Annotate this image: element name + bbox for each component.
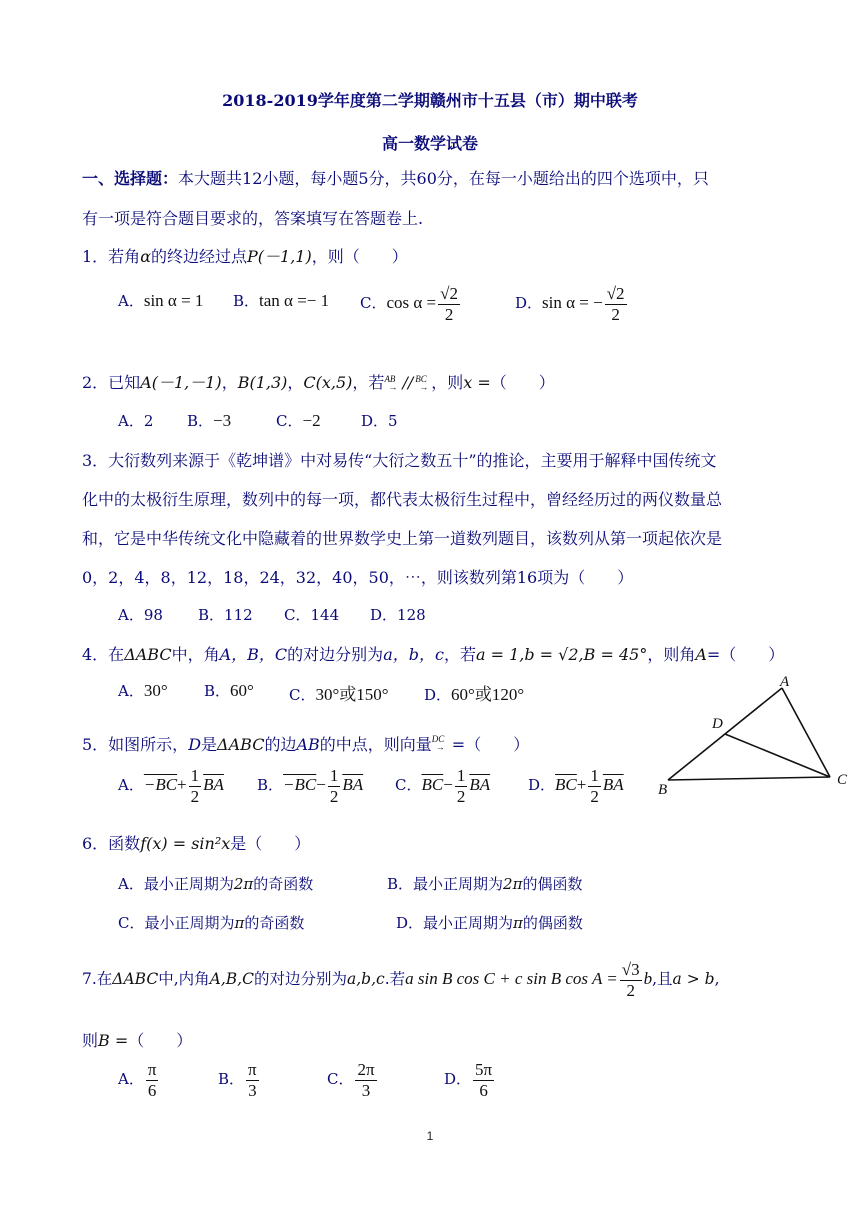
q5-stem-text2: 是 [201,735,218,754]
q7-stem-text2: 中,内角 [158,970,210,989]
q1-option-b-expr: tan α =− 1 [259,291,330,310]
q1-stem [82,244,408,267]
q4-sides: a，b，c [383,645,444,664]
q4-option-b [204,680,254,701]
q2-stem [82,370,555,393]
q3-option-c: C．144 [284,606,340,624]
vector-arrow-icon: → [419,382,429,392]
option-label: D． [444,1070,472,1089]
q5-option-a [118,766,224,806]
segment-dc [725,734,830,777]
vector-ba: $\overline{BA}$ [469,775,491,795]
q4-option-c [289,680,389,705]
q4-stem-text2: 中，角 [171,645,220,664]
option-label: C． [360,294,387,313]
denominator: 3 [248,1080,257,1100]
denominator: 2 [456,786,466,806]
q2-stem-text2: ，若 [352,373,385,392]
half-fraction [588,766,601,806]
q6-stem-text2: 是（ ） [230,834,311,853]
q1-stem-text3: ，则（ ） [311,247,408,266]
q6-option-c [118,912,304,933]
numerator: 1 [190,766,200,785]
vertex-label-c: C [837,772,848,788]
vector-ba: $\overline{BA}$ [342,775,364,795]
option-text: 的偶函数 [522,875,583,893]
period: 2π [503,875,523,893]
vertex-label-a: A [780,674,790,690]
option-label: B． [204,682,231,700]
denominator: 6 [479,1080,488,1100]
q5-stem-text: 5．如图所示， [82,735,189,754]
q1-option-c-fraction [438,284,460,324]
option-text: B．最小正周期为 [387,875,504,893]
denominator: 2 [590,786,599,806]
q2-option-a: A．2 [118,412,154,430]
option-label: C． [327,1070,354,1089]
denominator: 2 [626,980,635,1000]
q4-option-d [424,680,524,705]
q7-option-c [327,1060,379,1100]
q4-triangle: ΔABC [124,645,172,664]
q3-line-3: 和，它是中华传统文化中隐藏着的世界数学史上第一道数列题目，该数列从第一项起依次是 [82,529,723,548]
option-label: A． [118,1070,144,1089]
q3-line-4: 0，2，4，8，12，18，24，32，40，50，⋯，则该数列第16项为（ ） [82,568,634,587]
q7-stem-line2 [82,1028,192,1051]
q7-angles: A,B,C [209,970,254,989]
q2-option-b [187,410,231,431]
q5-stem-text5: =（ ） [451,735,530,754]
q1-option-d-fraction [605,284,627,324]
vector-bc: −BC [143,775,178,795]
q2-stem-text4: （ ） [490,373,555,392]
vertex-label-b: B [658,782,668,798]
q7-stem-text8: （ ） [128,1031,193,1050]
option-text: A．最小正周期为 [118,875,234,893]
q5-option-d [528,766,624,806]
q4-angles: A，B，C [219,645,288,664]
q4-option-d-value: 60°或120° [451,685,525,704]
q2-point-a: A(－1,－1) [140,373,222,392]
option-label: A． [118,682,144,700]
q5-triangle: ΔABC [217,735,265,754]
q6-option-a [118,873,313,894]
q7-stem-text5: ,且 [652,970,673,989]
q2-option-c [276,410,321,431]
option-label: A． [118,776,144,795]
q3-line-2: 化中的太极衍生原理，数列中的每一项，都代表太极衍生过程中，曾经经历过的两仪数量总 [82,490,723,509]
q5-side-ab: AB [296,735,320,754]
q4-stem [82,642,784,665]
q7-sides: a,b,c [347,970,385,989]
vector-bc: −BC [283,775,317,795]
q7-stem-text4: .若 [384,970,406,989]
q4-stem-text6: =（ ） [706,645,785,664]
operator: + [177,775,187,795]
separator: ， [221,373,238,392]
vector-ba: $\overline{BA}$ [602,775,624,795]
vector-label: AB [384,374,396,384]
q4-stem-text: 4．在 [82,645,125,664]
option-label: D． [528,776,556,795]
q2-option-b-value: −3 [213,411,232,430]
q4-condition: a = 1,b = √2,B = 45° [475,645,648,664]
vector-arrow-icon: → [388,382,398,392]
q1-stem-text: 1．若角 [82,247,141,266]
vector-bc: $\overline{BC}$ [421,775,444,795]
half-fraction [189,766,202,806]
q2-stem-text3: ，则 [431,373,464,392]
exam-subtitle: 高一数学试卷 [381,134,478,153]
q7-option-b [218,1060,261,1100]
q2-stem-text: 2．已知 [82,373,141,392]
q4-option-c-value: 30°或150° [315,685,389,704]
q5-option-b [257,766,363,806]
denominator: 2 [190,786,200,806]
option-label: B． [233,292,260,310]
option-label: C． [289,686,316,704]
q7-stem [82,960,720,1000]
option-label: B． [187,412,214,430]
q2-point-b: B(1,3) [237,373,288,392]
q7-b: b [643,969,653,989]
operator: − [316,775,326,795]
q4-stem-text5: ，则角 [647,645,696,664]
vector-bc: $\overline{BC}$ [555,775,577,795]
parallel-symbol: // [402,373,414,392]
option-label: B． [257,776,284,795]
option-text: D．最小正周期为 [396,914,514,932]
q6-stem [82,831,310,854]
q1-point: P(－1,1) [247,247,312,266]
period: π [234,914,245,932]
denominator: 2 [611,304,620,324]
exam-title: 2018-2019学年度第二学期赣州市十五县（市）期中联考 [222,91,638,110]
q6-option-b [387,873,582,894]
denominator: 2 [329,786,339,806]
q4-option-a [118,680,168,701]
q4-stem-text4: ，若 [443,645,476,664]
section-heading-line [82,166,709,189]
q4-angle-a: A [695,645,707,664]
numerator: 5π [475,1060,493,1079]
q5-option-c [395,766,490,806]
numerator: √2 [440,284,458,303]
option-text: 的奇函数 [244,914,305,932]
operator: + [576,775,587,795]
q7-expression: a sin B cos C + c sin B cos A = [405,969,618,989]
q3-option-a: A．98 [118,606,163,624]
q7-triangle: ΔABC [112,970,159,989]
q4-option-b-value: 60° [230,681,254,700]
q7-stem-text: 7.在 [82,970,113,989]
q7-stem-text6: , [714,970,720,989]
q6-function: f(x) = sin²x [140,834,231,853]
vector-label: DC [431,734,445,744]
q2-option-c-value: −2 [302,411,321,430]
q7-b-var: B = [98,1031,129,1050]
option-label: C． [395,776,422,795]
half-fraction [455,766,468,806]
vector-ba: $\overline{BA}$ [203,775,224,795]
numerator: 1 [590,766,599,785]
side-ac [782,688,830,777]
option-text: C．最小正周期为 [118,914,235,932]
q2-option-d: D．5 [361,412,398,430]
separator: ， [287,373,304,392]
half-fraction [328,766,341,806]
q7-condition: a > b [672,970,715,989]
q1-option-c [360,284,462,324]
q1-option-c-expr: cos α = [386,293,437,313]
option-label: D． [424,686,452,704]
q2-x-var: x = [463,373,491,392]
period: π [513,914,523,932]
numerator: π [147,1060,157,1079]
denominator: 6 [147,1080,157,1100]
operator: − [443,775,453,795]
q1-option-d [515,284,629,324]
q3-option-d: D．128 [370,606,426,624]
q3-option-b: B．112 [198,606,253,624]
q5-stem [82,732,529,755]
q7-stem-text7: 则 [82,1031,99,1050]
q5-stem-text4: 的中点，则向量 [319,735,432,754]
numerator: √3 [621,960,640,979]
point-label-d: D [712,716,723,732]
vector-label: BC [415,374,427,384]
option-text: 的奇函数 [253,875,314,893]
q5-stem-text3: 的边 [264,735,297,754]
q1-option-a [118,290,203,311]
q1-stem-text2: 的终边经过点 [151,247,248,266]
q1-alpha: α [140,247,151,266]
q6-stem-text: 6．函数 [82,834,141,853]
q5-triangle-figure [650,670,860,800]
vector-arrow-icon: → [435,742,445,752]
q1-option-d-expr: sin α = − [542,293,603,313]
numerator: 1 [329,766,339,785]
q7-stem-text3: 的对边分别为 [253,970,347,989]
option-label: D． [515,294,543,313]
q3-line-1: 3．大衍数列来源于《乾坤谱》中对易传“大衍之数五十”的推论，主要用于解释中国传统文 [82,451,717,470]
q4-option-a-value: 30° [143,681,168,700]
denominator: 3 [361,1080,371,1100]
numerator: 1 [456,766,466,785]
option-text: 的偶函数 [522,914,583,932]
numerator: π [248,1060,257,1079]
q2-point-c: C(x,5) [303,373,353,392]
q7-option-d [444,1060,496,1100]
q7-option-a-fraction [146,1060,159,1100]
denominator: 2 [444,304,454,324]
side-bc [668,777,830,780]
q7-fraction [620,960,642,1000]
page-number: 1 [426,1129,434,1143]
q7-option-a [118,1060,160,1100]
option-label: B． [218,1070,245,1089]
q7-option-d-fraction [473,1060,494,1100]
q4-stem-text3: 的对边分别为 [287,645,384,664]
q1-option-a-expr: sin α = 1 [143,291,204,310]
q5-point-d: D [188,735,202,754]
q6-option-d [396,912,583,933]
section-instructions-2: 有一项是符合题目要求的，答案填写在答题卷上. [82,209,424,228]
section-instructions-1: 本大题共12小题，每小题5分，共60分，在每一小题给出的四个选项中，只 [178,169,709,188]
q7-option-b-fraction [246,1060,259,1100]
option-label: A． [118,292,144,310]
option-label: C． [276,412,303,430]
q1-option-b [233,290,329,311]
numerator: 2π [357,1060,375,1079]
section-heading: 一、选择题： [82,169,179,188]
numerator: √2 [606,284,625,303]
q7-option-c-fraction [355,1060,376,1100]
period: 2π [233,875,254,893]
